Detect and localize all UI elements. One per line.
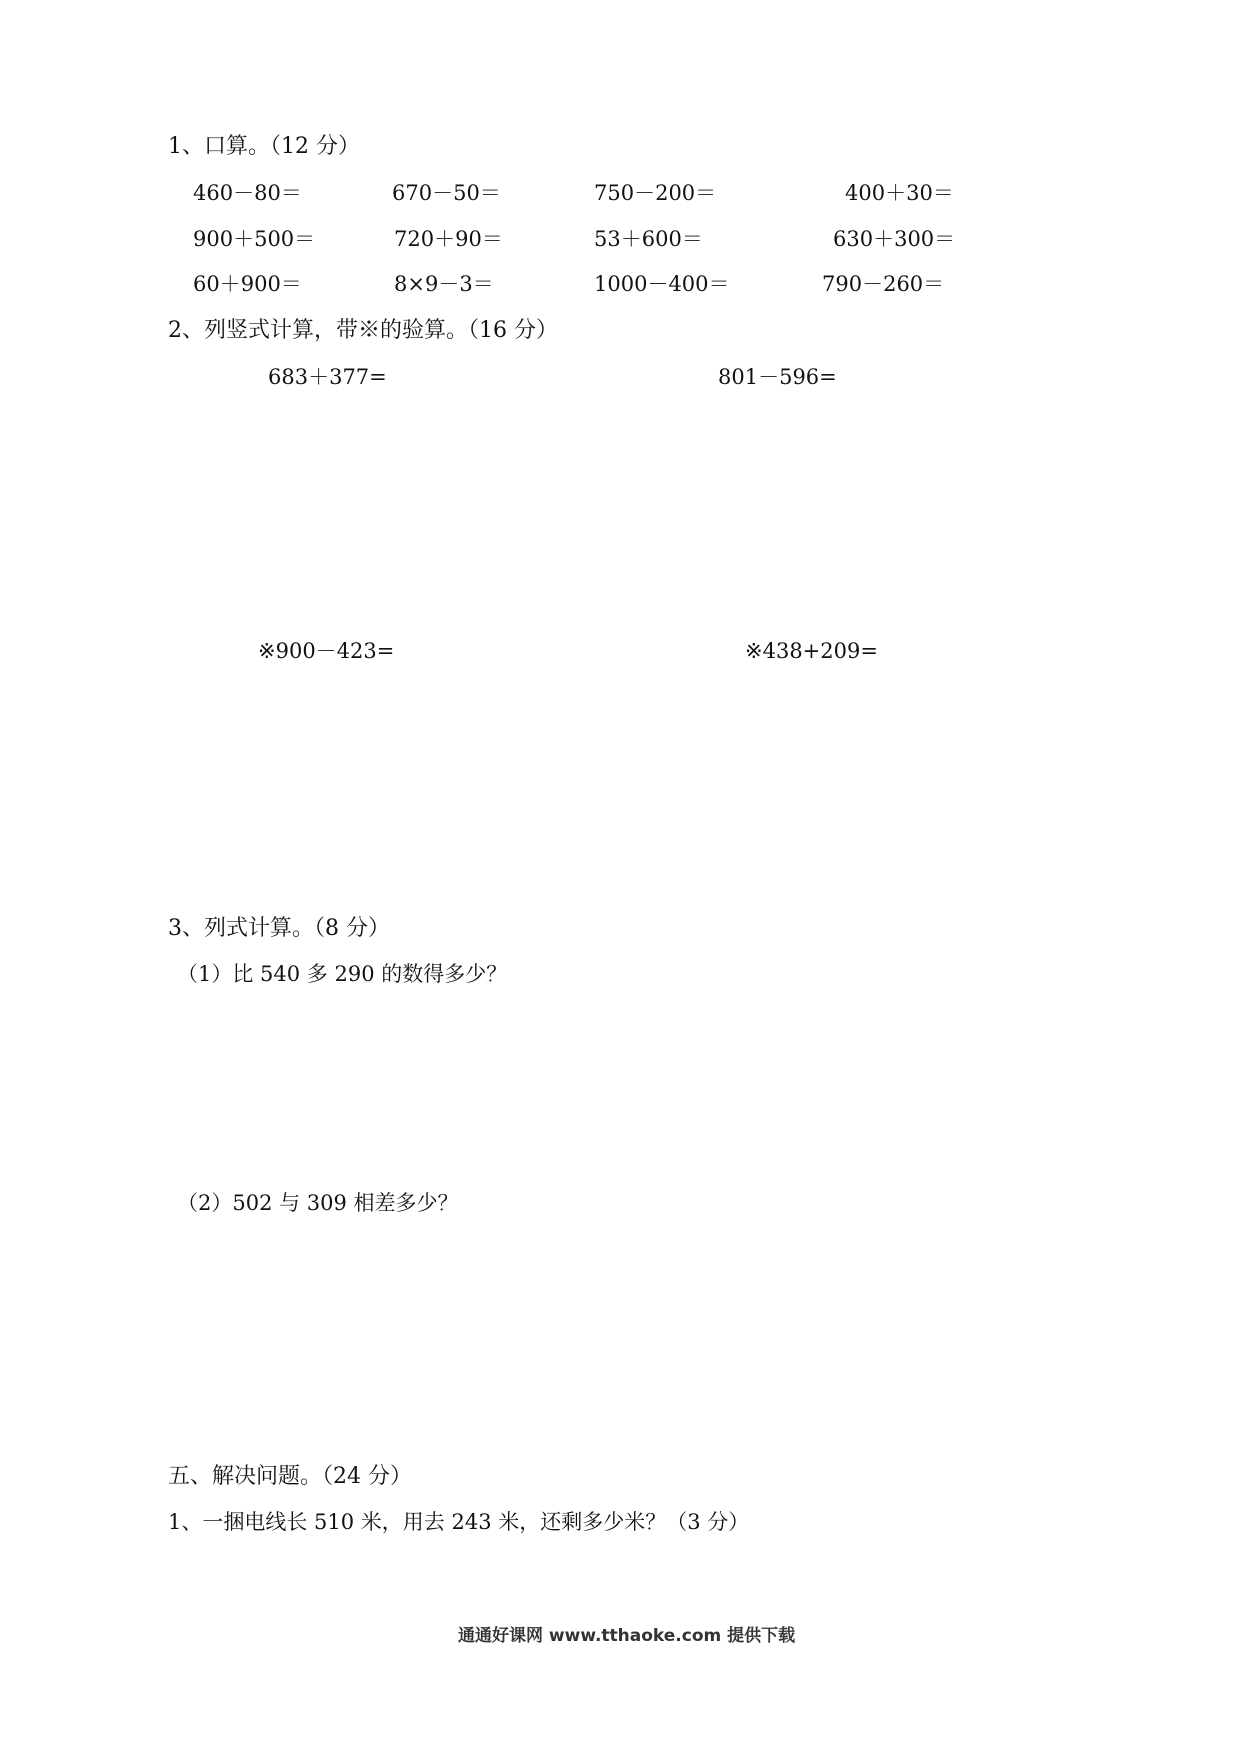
mental-calc-item: 53＋600＝ [594,227,703,251]
question-1: （1）比 540 多 290 的数得多少？ [177,962,508,986]
vertical-calc-item: 801－596= [718,365,837,389]
vertical-calc-check-item: ※900－423= [258,639,395,663]
mental-calc-item: 60＋900＝ [193,272,302,296]
section-2-heading: 2、列竖式计算，带※的验算。（16 分） [168,318,558,343]
mental-calc-item: 720＋90＝ [394,227,503,251]
section-5-heading: 五、解决问题。（24 分） [168,1464,412,1489]
section-3-heading: 3、列式计算。（8 分） [168,916,390,941]
section-1-heading: 1、口算。（12 分） [168,134,360,159]
mental-calc-item: 460－80＝ [193,181,302,205]
word-problem-1: 1、一捆电线长 510 米，用去 243 米，还剩多少米？（3 分） [168,1510,750,1534]
mental-calc-item: 750－200＝ [594,181,717,205]
vertical-calc-item: 683＋377= [268,365,387,389]
page-footer: 通通好课网 www.tthaoke.com 提供下载 [458,1626,796,1646]
mental-calc-item: 8×9－3＝ [394,272,494,296]
question-2: （2）502 与 309 相差多少？ [177,1191,459,1215]
mental-calc-item: 670－50＝ [392,181,501,205]
mental-calc-item: 900＋500＝ [193,227,316,251]
vertical-calc-check-item: ※438+209= [745,639,878,663]
mental-calc-item: 400＋30＝ [845,181,954,205]
mental-calc-item: 790－260＝ [822,272,945,296]
mental-calc-item: 1000－400＝ [594,272,730,296]
mental-calc-item: 630＋300＝ [833,227,956,251]
